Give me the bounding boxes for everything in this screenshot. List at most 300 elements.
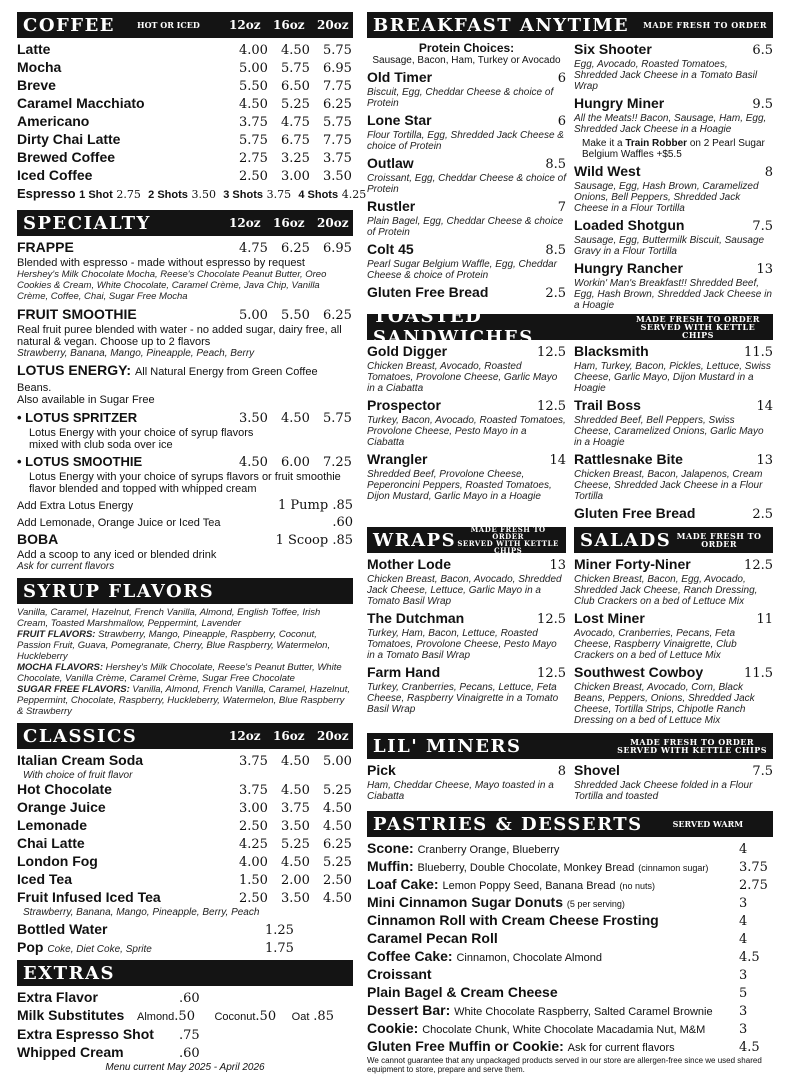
section-tag: SERVED WARM	[672, 819, 744, 829]
salads-header	[574, 527, 773, 553]
menu-item	[574, 664, 773, 726]
menu-item-name: Pick	[367, 762, 396, 778]
pastry-title: Scone:	[367, 840, 414, 856]
menu-item-row	[17, 889, 353, 907]
menu-item-top	[574, 41, 773, 59]
menu-item-name: The Dutchman	[367, 610, 465, 626]
menu-item-row	[17, 113, 353, 131]
price: 5.75	[323, 43, 352, 58]
pastries-header	[367, 811, 773, 837]
price: 11.5	[744, 666, 773, 681]
menu-item-desc: Pearl Sugar Belgium Waffle, Egg, Cheddar Cheese & choice of Protein	[367, 259, 557, 281]
menu-item-name: London Fog	[17, 853, 98, 869]
price: 11	[756, 612, 773, 627]
price: 2.50	[239, 819, 268, 834]
menu-item	[367, 112, 566, 152]
menu-item-top	[574, 95, 773, 113]
price: 2.50	[323, 873, 352, 888]
pastry-row	[367, 858, 773, 876]
menu-item	[367, 762, 566, 802]
milk-row	[17, 1007, 353, 1026]
price: 3.00	[281, 169, 310, 184]
price: 2.50	[239, 891, 268, 906]
section-title: PASTRIES & DESSERTS	[373, 813, 643, 835]
menu-item-desc: Shredded Jack Cheese folded in a Flour Tortilla and toasted	[574, 780, 753, 802]
menu-item-row	[17, 131, 353, 149]
price: 4.50	[281, 754, 310, 769]
menu-item-name: Wild West	[574, 163, 641, 179]
menu-item-name: Wrangler	[367, 451, 428, 467]
menu-item	[574, 95, 773, 135]
price: 7.5	[752, 219, 773, 234]
pastry-row	[367, 1038, 773, 1056]
tag-line: SERVED WITH KETTLE CHIPS	[617, 745, 767, 755]
price: 1 Scoop .85	[275, 533, 353, 548]
menu-item-name: Mocha	[17, 59, 62, 75]
wraps-salads-headers	[367, 527, 773, 556]
section-tag: MADE FRESH TO ORDER	[643, 20, 767, 30]
protein-title: Protein Choices:	[418, 41, 515, 55]
menu-item	[574, 343, 773, 394]
menu-item-row	[17, 835, 353, 853]
price: 8	[764, 165, 773, 180]
menu-item	[367, 69, 566, 109]
pastry-title: Caramel Pecan Roll	[367, 930, 498, 946]
price: 4	[739, 914, 748, 929]
classics-list	[17, 752, 353, 918]
menu-item-name: Dirty Chai Latte	[17, 131, 121, 147]
pastry-row	[367, 1002, 773, 1020]
frappe-row	[17, 239, 353, 257]
menu-item-name: Espresso	[17, 186, 76, 201]
shot-label: 4 Shots	[298, 189, 339, 201]
price: 6.50	[281, 79, 310, 94]
price: 11.5	[744, 345, 773, 360]
breakfast-left	[367, 69, 566, 302]
pastry-title: Coffee Cake:	[367, 948, 453, 964]
menu-item-top	[574, 451, 773, 469]
price: 2.75	[739, 878, 768, 893]
menu-item	[367, 284, 566, 302]
boba-sub: Ask for current flavors	[17, 561, 115, 572]
protein-choices	[367, 41, 566, 66]
shot-label: 1 Shot	[79, 189, 113, 201]
price: 3.50	[281, 891, 310, 906]
menu-item-desc: Turkey, Ham, Bacon, Lettuce, Roasted Tomatoes, Provolone Cheese, Pesto Mayo in a Tomato Basil Wrap	[367, 628, 557, 661]
shot-label: 2 Shots	[148, 189, 188, 201]
price: 3.25	[281, 151, 310, 166]
price: 7	[557, 200, 566, 215]
menu-item-name: Caramel Macchiato	[17, 95, 145, 111]
addon-name: Add Lemonade, Orange Juice or Iced Tea	[17, 517, 221, 529]
pastry-name	[367, 930, 739, 946]
specialty-header	[17, 210, 353, 236]
price: 4.50	[323, 819, 352, 834]
train-robber-note	[574, 138, 773, 163]
price: 8	[557, 764, 566, 779]
menu-item-row	[17, 799, 353, 817]
price: 12.5	[537, 666, 566, 681]
menu-item-row	[17, 77, 353, 95]
price: 4.50	[281, 855, 310, 870]
pop-sub: Coke, Diet Coke, Sprite	[47, 944, 152, 955]
menu-item	[367, 664, 566, 715]
pastry-row	[367, 984, 773, 1002]
price: 3.00	[239, 801, 268, 816]
menu-item-desc: Biscuit, Egg, Cheddar Cheese & choice of Protein	[367, 87, 554, 109]
size-label: 12oz	[229, 729, 261, 743]
menu-item-desc: Chicken Breast, Avocado, Corn, Black Beans, Peppers, Onions, Shredded Jack Cheese, Tortilla Strips, Chipotle Ranch Dressing on a bed of Lettuce Mix	[574, 682, 755, 726]
menu-item-name: LOTUS SPRITZER	[25, 410, 138, 425]
menu-item-desc: Chicken Breast, Bacon, Jalapenos, Cream Cheese, Shredded Jack Cheese in a Flour Tortilla	[574, 469, 763, 502]
syrup-label: MOCHA FLAVORS:	[17, 662, 104, 673]
menu-item-name: Farm Hand	[367, 664, 441, 680]
tag-line: SERVED WITH KETTLE CHIPS	[457, 539, 559, 555]
lotus-smoothie-desc: Lotus Energy with your choice of syrups flavors or fruit smoothie flavor blended and topped with whipped cream	[29, 471, 341, 495]
frappe-desc: Blended with espresso - made without espresso by request	[17, 257, 305, 269]
section-tag	[617, 738, 767, 754]
price: 3.75	[239, 754, 268, 769]
robber-name: Train Robber	[625, 138, 688, 149]
pastry-note: (no nuts)	[619, 881, 655, 891]
shot-label: 3 Shots	[223, 189, 263, 201]
menu-item-desc: Sausage, Egg, Hash Brown, Caramelized Onions, Bell Peppers, Shredded Jack Cheese in a Flour Tortilla	[574, 181, 759, 214]
lil-grid	[367, 762, 773, 805]
addon-row	[17, 514, 353, 531]
menu-item-name: Fruit Infused Iced Tea	[17, 889, 161, 905]
menu-item	[574, 163, 773, 214]
price: 6.25	[323, 97, 352, 112]
price: 4	[739, 842, 748, 857]
pastry-row	[367, 894, 773, 912]
sandwich-grid	[367, 343, 773, 526]
section-title: COFFEE	[23, 14, 116, 36]
menu-item-row	[17, 853, 353, 871]
menu-item-top	[367, 762, 566, 780]
menu-item-top	[367, 664, 566, 682]
pastry-title: Croissant	[367, 966, 432, 982]
menu-item-top	[574, 260, 773, 278]
menu-item-name: Old Timer	[367, 69, 433, 85]
menu-item-desc: Croissant, Egg, Cheddar Cheese & choice of Protein	[367, 173, 566, 195]
price: 4	[739, 932, 748, 947]
menu-item-top	[574, 343, 773, 361]
price: 4.75	[239, 241, 268, 256]
menu-item-desc: Ham, Cheddar Cheese, Mayo toasted in a Ciabatta	[367, 780, 554, 802]
menu-item-name: Latte	[17, 41, 51, 57]
extras-header	[17, 960, 353, 986]
menu-item-name: Bottled Water	[17, 921, 108, 937]
menu-item-sub: Strawberry, Banana, Mango, Pineapple, Berry, Peach	[23, 907, 260, 918]
section-title: SYRUP FLAVORS	[23, 580, 215, 602]
price: 8.5	[545, 243, 566, 258]
wraps-header	[367, 527, 566, 553]
menu-item-name: Six Shooter	[574, 41, 652, 57]
menu-item-desc: Chicken Breast, Bacon, Egg, Avocado, Shredded Jack Cheese, Ranch Dressing, Club Crackers on a bed of Lettuce Mix	[574, 574, 758, 607]
pastry-name	[367, 984, 739, 1000]
menu-item-top	[574, 163, 773, 181]
size-label: 16oz	[273, 18, 305, 32]
menu-item	[574, 260, 773, 311]
menu-item	[574, 505, 773, 523]
tag-line: SERVED WITH KETTLE CHIPS	[640, 322, 756, 340]
price: 6.25	[323, 837, 352, 852]
price: 8.5	[545, 157, 566, 172]
pastry-title: Muffin:	[367, 858, 414, 874]
price: 7.75	[323, 133, 352, 148]
price: 2.50	[239, 169, 268, 184]
menu-item	[367, 556, 566, 607]
menu-item-row	[17, 59, 353, 77]
pastry-title: Cinnamon Roll with Cream Cheese Frosting	[367, 912, 659, 928]
price: .60	[179, 991, 200, 1006]
pastry-title: Loaf Cake:	[367, 876, 439, 892]
menu-item-name: Rustler	[367, 198, 416, 214]
shot-price: 4.25	[341, 188, 367, 201]
menu-item-top	[367, 397, 566, 415]
menu-item-top	[367, 198, 566, 216]
menu-item-name: Extra Flavor	[17, 989, 98, 1005]
menu-item-desc: Turkey, Bacon, Avocado, Roasted Tomatoes, Provolone Cheese, Pesto Mayo in a Ciabatta	[367, 415, 566, 448]
menu-item-desc: Avocado, Cranberries, Pecans, Feta Cheese, Raspberry Vinaigrette, Club Crackers on a bed of Lettuce Mix	[574, 628, 737, 661]
salads-list	[574, 556, 773, 729]
pop-row	[17, 939, 353, 957]
section-title: EXTRAS	[23, 962, 116, 984]
menu-item-name: Prospector	[367, 397, 441, 413]
menu-item	[574, 556, 773, 607]
pastry-row	[367, 948, 773, 966]
menu-item-top	[367, 69, 566, 87]
price: 4.50	[323, 891, 352, 906]
wraps-salads-grid	[367, 556, 773, 729]
price: 6.75	[281, 133, 310, 148]
lotus-desc: All Natural Energy from Green Coffee Beans.	[17, 366, 318, 394]
price: 5.75	[323, 115, 352, 130]
price: .60	[332, 515, 353, 530]
price: 4.50	[323, 801, 352, 816]
price: 5.75	[281, 61, 310, 76]
extra-row	[17, 1044, 353, 1062]
menu-item-name: Iced Tea	[17, 871, 72, 887]
price: 5.25	[323, 855, 352, 870]
pastry-row	[367, 912, 773, 930]
price: 13	[549, 558, 566, 573]
price: 1.50	[239, 873, 268, 888]
price: 2.5	[545, 286, 566, 301]
pastry-desc: Cranberry Orange, Blueberry	[417, 844, 560, 856]
menu-item-name: Hungry Miner	[574, 95, 665, 111]
price: .60	[179, 1046, 200, 1061]
menu-item-name: Gold Digger	[367, 343, 448, 359]
menu-item-row	[17, 752, 353, 770]
menu-item-row	[17, 871, 353, 889]
robber-post: on 2 Pearl Sugar Belgium Waffles +$5.5	[582, 138, 765, 160]
price: 5.00	[323, 754, 352, 769]
pastry-note: (cinnamon sugar)	[638, 863, 709, 873]
menu-item-name: LOTUS SMOOTHIE	[25, 454, 143, 469]
menu-item-top	[574, 217, 773, 235]
price: 2.5	[752, 507, 773, 522]
price: 14	[549, 453, 566, 468]
menu-item-name: Mother Lode	[367, 556, 451, 572]
price: 7.5	[752, 764, 773, 779]
menu-item-name: Miner Forty-Niner	[574, 556, 691, 572]
pastry-title: Gluten Free Muffin or Cookie:	[367, 1038, 564, 1054]
menu-item-desc: Flour Tortilla, Egg, Shredded Jack Cheese & choice of Protein	[367, 130, 564, 152]
price: 7.75	[323, 79, 352, 94]
boba-row	[17, 531, 353, 549]
menu-item	[367, 610, 566, 661]
lil-header	[367, 733, 773, 759]
menu-item-name: Pop	[17, 939, 44, 955]
menu-item-top	[574, 610, 773, 628]
pastry-desc: Chocolate Chunk, White Chocolate Macadamia Nut, M&M	[422, 1024, 706, 1036]
menu-item-desc: Chicken Breast, Avocado, Roasted Tomatoes, Provolone Cheese, Garlic Mayo in a Ciabatta	[367, 361, 558, 394]
price: 4.50	[239, 97, 268, 112]
price: 7.25	[323, 455, 352, 470]
menu-item-name: Brewed Coffee	[17, 149, 116, 165]
price: 1.75	[265, 941, 294, 956]
classics-header	[17, 723, 353, 749]
price: 5.25	[281, 837, 310, 852]
price: 5	[739, 986, 748, 1001]
price: 6.25	[323, 308, 352, 323]
price: 6.95	[323, 241, 352, 256]
price: 9.5	[752, 97, 773, 112]
price: 3.50	[239, 411, 268, 426]
price: .50	[255, 1009, 277, 1024]
smoothie-flavors: Strawberry, Banana, Mango, Pineapple, Peach, Berry	[17, 348, 255, 359]
section-title: BREAKFAST ANYTIME	[373, 14, 630, 36]
price: 6.5	[752, 43, 773, 58]
menu-item-top	[367, 241, 566, 259]
menu-item-top	[574, 664, 773, 682]
price: 3	[739, 968, 748, 983]
menu-item-top	[367, 451, 566, 469]
spritzer-row: • LOTUS SPRITZER 3.50 4.50 5.75	[17, 410, 352, 426]
size-label: 20oz	[317, 216, 349, 230]
price: 6.00	[281, 455, 310, 470]
menu-item-name: Chai Latte	[17, 835, 85, 851]
tag-line: MADE FRESH TO ORDER	[635, 314, 760, 324]
price: 3.75	[239, 783, 268, 798]
menu-item-row	[17, 167, 353, 185]
allergen-disclaimer: We cannot guarantee that any unpackaged products served in our store are allergen-free since we used shared equipment to store, prepare and serve them.	[367, 1056, 762, 1074]
price: 3.75	[323, 151, 352, 166]
milk-option: Oat	[291, 1011, 310, 1023]
wraps-list	[367, 556, 566, 729]
menu-item-name: Hot Chocolate	[17, 781, 112, 797]
menu-item-desc: Workin' Man's Breakfast!! Shredded Beef, Egg, Hash Brown, Shredded Jack Cheese in a Hoagie	[574, 278, 772, 311]
price: 6.25	[281, 241, 310, 256]
menu-item-name: FRAPPE	[17, 239, 74, 255]
menu-item-name: Extra Espresso Shot	[17, 1026, 154, 1042]
menu-item-top	[367, 284, 566, 302]
menu-item-name: Americano	[17, 113, 90, 129]
section-title: TOASTED SANDWICHES	[373, 306, 534, 348]
pastry-name	[367, 876, 739, 894]
pastry-desc: White Chocolate Raspberry, Salted Caramel Brownie	[454, 1006, 713, 1018]
extra-row	[17, 1026, 353, 1044]
menu-item-row	[17, 41, 353, 59]
pastry-list	[367, 840, 773, 1056]
frappe-flavors: Hershey's Milk Chocolate Mocha, Reese's Chocolate Peanut Butter, Oreo Cookies & Cream, White Chocolate, Caramel Crème, Java Chip, Vanilla Crème, Coffee, Chai, Sugar Free Mocha	[17, 269, 327, 302]
menu-item-top	[367, 343, 566, 361]
syrup-label: SUGAR FREE FLAVORS:	[17, 684, 130, 695]
menu-item	[367, 198, 566, 238]
pastry-row	[367, 966, 773, 984]
menu-item-desc: Turkey, Cranberries, Pecans, Lettuce, Feta Cheese, Raspberry Vinaigrette in a Tomato Basil Wrap	[367, 682, 559, 715]
menu-item-name: Hungry Rancher	[574, 260, 683, 276]
section-tag: HOT OR ICED	[137, 20, 200, 30]
menu-item	[574, 762, 773, 802]
price: 4.00	[239, 855, 268, 870]
menu-item-name: Milk Substitutes	[17, 1007, 125, 1023]
price: 5.00	[239, 61, 268, 76]
price: 13	[756, 453, 773, 468]
price: .50	[174, 1009, 195, 1024]
pastry-note: (5 per serving)	[566, 899, 625, 909]
tag-line: MADE FRESH TO ORDER	[470, 525, 546, 541]
size-label: 16oz	[273, 216, 305, 230]
breakfast-header	[367, 12, 773, 38]
lil-right	[574, 762, 773, 805]
syrup-flavors: Hershey's Milk Chocolate, Reese's Peanut Butter, White Chocolate, Vanilla Crème, Caramel Crème, Sugar Free Chocolate	[17, 662, 342, 684]
menu-item	[367, 397, 566, 448]
pastry-name	[367, 840, 739, 858]
pastry-title: Mini Cinnamon Sugar Donuts	[367, 894, 563, 910]
section-title: SALADS	[580, 529, 672, 551]
menu-item-top	[367, 556, 566, 574]
menu-item-name: Blacksmith	[574, 343, 649, 359]
pastry-row	[367, 876, 773, 894]
menu-item-name: FRUIT SMOOTHIE	[17, 306, 137, 322]
menu-item-desc: Plain Bagel, Egg, Cheddar Cheese & choice of Protein	[367, 216, 564, 238]
pastry-desc: Ask for current flavors	[567, 1042, 675, 1054]
price: 4.50	[239, 455, 268, 470]
price: 1.25	[265, 923, 294, 938]
price: 6	[557, 71, 566, 86]
syrup-flavors: Vanilla, Almond, French Vanilla, Caramel, Hazelnut, Peppermint, Chocolate, Raspberry, Huckleberry, Watermelon, Blue Raspberry & Strawberry	[17, 684, 350, 717]
price: 6	[557, 114, 566, 129]
size-headers	[229, 18, 347, 32]
section-title: SPECIALTY	[23, 212, 151, 234]
menu-item-sub: With choice of fruit flavor	[23, 770, 133, 781]
price: 4.5	[739, 1040, 760, 1055]
spritzer-desc: Lotus Energy with your choice of syrup flavors mixed with club soda over ice	[29, 427, 254, 451]
pastry-row	[367, 1020, 773, 1038]
lotus-smoothie-row: • LOTUS SMOOTHIE 4.50 6.00 7.25	[17, 454, 352, 470]
menu-item-name: LOTUS ENERGY:	[17, 362, 132, 378]
menu-item-row	[17, 149, 353, 167]
menu-item	[574, 610, 773, 661]
menu-item-name: Gluten Free Bread	[574, 505, 696, 521]
menu-item-desc: All the Meats!! Bacon, Sausage, Ham, Egg, Shredded Jack Cheese in a Hoagie	[574, 113, 767, 135]
menu-item-name: Colt 45	[367, 241, 414, 257]
menu-item	[574, 397, 773, 448]
sandwich-right	[574, 343, 773, 526]
pastry-name	[367, 948, 739, 966]
section-tag: MADE FRESH TO ORDER	[676, 531, 762, 549]
menu-item-top	[367, 112, 566, 130]
price: 4.50	[281, 43, 310, 58]
water-row	[17, 921, 353, 939]
shot-price: 3.50	[191, 188, 217, 201]
pastry-name	[367, 858, 739, 876]
size-label: 20oz	[317, 18, 349, 32]
pastry-desc: Lemon Poppy Seed, Banana Bread	[442, 880, 616, 892]
price: 3	[739, 896, 748, 911]
